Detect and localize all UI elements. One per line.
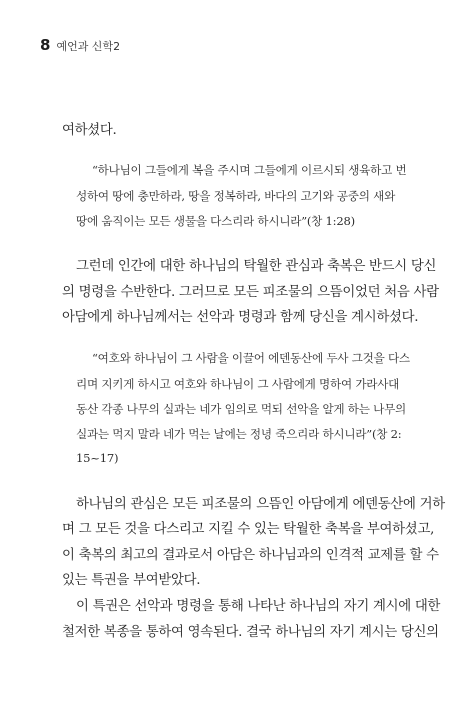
para2-line: 며 그 모든 것을 다스리고 지킬 수 있는 탁월한 축복을 부여하셨고, [62,522,435,537]
quote2-line: 동산 각종 나무의 실과는 네가 임의로 먹되 선악을 알게 하는 나무의 [76,402,406,416]
running-header [40,36,120,54]
opening-line: 여하셨다. [62,123,117,138]
quote2-line: “여호와 하나님이 그 사람을 이끌어 에덴동산에 두사 그것을 다스 [92,351,410,365]
para1-line: 그런데 인간에 대한 하나님의 탁월한 관심과 축복은 반드시 당신 [76,259,437,274]
para2-line: 하나님의 관심은 모든 피조물의 으뜸인 아담에게 에덴동산에 거하 [76,497,445,512]
page-number: 8 [40,36,51,54]
para2-line: 있는 특권을 부여받았다. [62,573,201,588]
quote2-line: 실과는 먹지 말라 네가 먹는 날에는 정녕 죽으리라 하시니라”(창 2: [76,427,402,441]
quote1-line: “하나님이 그들에게 복을 주시며 그들에게 이르시되 생육하고 번 [92,163,407,177]
quote1-line: 땅에 움직이는 모든 생물을 다스리라 하시니라”(창 1:28) [76,214,355,228]
para1-line: 아담에게 하나님께서는 선악과 명령과 함께 당신을 계시하셨다. [62,310,419,325]
quote1-line: 성하여 땅에 충만하라, 땅을 정복하라, 바다의 고기와 공중의 새와 [76,189,396,203]
para1-line: 의 명령을 수반한다. 그러므로 모든 피조물의 으뜸이었던 처음 사람 [62,285,439,300]
running-title: 예언과 신학2 [56,40,121,53]
quote2-line: 리며 지키게 하시고 여호와 하나님이 그 사람에게 명하여 가라사대 [76,377,400,391]
para3-line: 철저한 복종을 통하여 영속된다. 결국 하나님의 자기 계시는 당신의 [62,625,439,640]
quote2-line: 15~17) [76,451,119,465]
para3-line: 이 특권은 선악과 명령을 통해 나타난 하나님의 자기 계시에 대한 [76,599,441,614]
para2-line: 이 축복의 최고의 결과로서 아담은 하나님과의 인격적 교제를 할 수 [62,548,439,563]
